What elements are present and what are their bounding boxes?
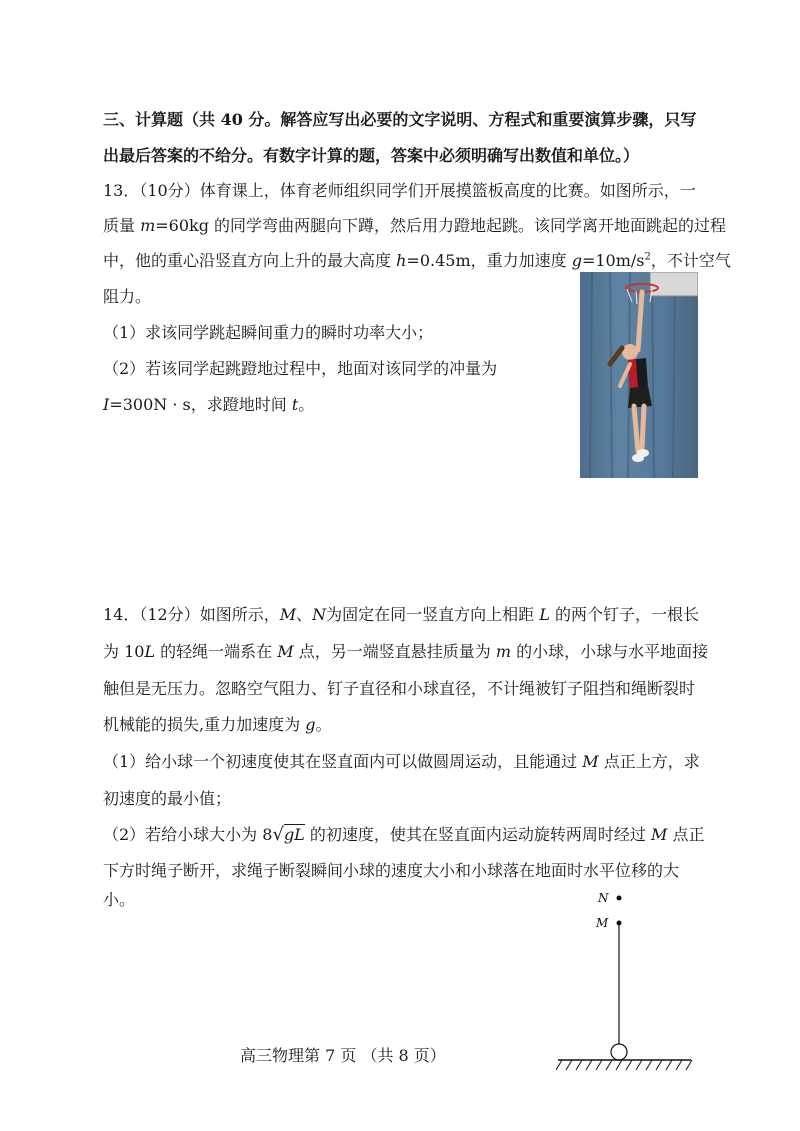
sqrt-symbol: √ [272, 824, 284, 845]
section-instructions-line1: 三、计算题（共 40 分。解答应写出必要的文字说明、方程式和重要演算步骤，只写 [103, 110, 697, 129]
q13-line4: 阻力。 [103, 287, 152, 306]
pendulum-figure [556, 886, 706, 1076]
basketball-jump-photo [580, 272, 698, 478]
ground-hatch [556, 1060, 692, 1070]
q13-line1: 13．（10分）体育课上，体育老师组织同学们开展摸篮板高度的比赛。如图所示，一 [103, 181, 696, 200]
q14-part2-line1: （2）若给小球大小为 8√gL 的初速度，使其在竖直面内运动旋转两周时经过 M 点正 [103, 824, 705, 845]
page-footer: 高三物理第 7 页 （共 8 页） [240, 1046, 446, 1065]
q14-part1-line1: （1）给小球一个初速度使其在竖直面内可以做圆周运动，且能通过 M 点正上方，求 [103, 752, 700, 771]
q14-line4: 机械能的损失,重力加速度为 g。 [103, 715, 332, 734]
label-n: N [598, 891, 609, 905]
q13-part2-line2: I=300N · s，求蹬地时间 t。 [103, 395, 315, 414]
section-instructions-line2: 出最后答案的不给分。有数字计算的题，答案中必须明确写出数值和单位。） [103, 146, 640, 165]
q13-part1: （1）求该同学跳起瞬间重力的瞬时功率大小； [103, 323, 434, 342]
nail-n-dot [617, 896, 622, 901]
q14-line1: 14．（12分）如图所示，M、N为固定在同一竖直方向上相距 L 的两个钉子，一根长 [103, 605, 699, 624]
q14-part1-line2: 初速度的最小值； [103, 789, 232, 808]
q14-line2: 为 10L 的轻绳一端系在 M 点，另一端竖直悬挂质量为 m 的小球，小球与水平地面接 [103, 642, 709, 661]
q14-part2-line2: 下方时绳子断开，求绳子断裂瞬间小球的速度大小和小球落在地面时水平位移的大 [103, 861, 680, 880]
q14-part2-line3: 小。 [103, 890, 136, 909]
q13-line2: 质量 m=60kg 的同学弯曲两腿向下蹲，然后用力蹬地起跳。该同学离开地面跳起的过程 [103, 216, 727, 235]
q14-line3: 触但是无压力。忽略空气阻力、钉子直径和小球直径，不计绳被钉子阻挡和绳断裂时 [103, 679, 696, 698]
ball [611, 1044, 627, 1060]
q13-part2-line1: （2）若该同学起跳蹬地过程中，地面对该同学的冲量为 [103, 359, 498, 378]
label-m: M [596, 916, 609, 930]
q13-line3: 中，他的重心沿竖直方向上升的最大高度 h=0.45m，重力加速度 $g=10m/s^2$，不计空气 [103, 251, 731, 270]
